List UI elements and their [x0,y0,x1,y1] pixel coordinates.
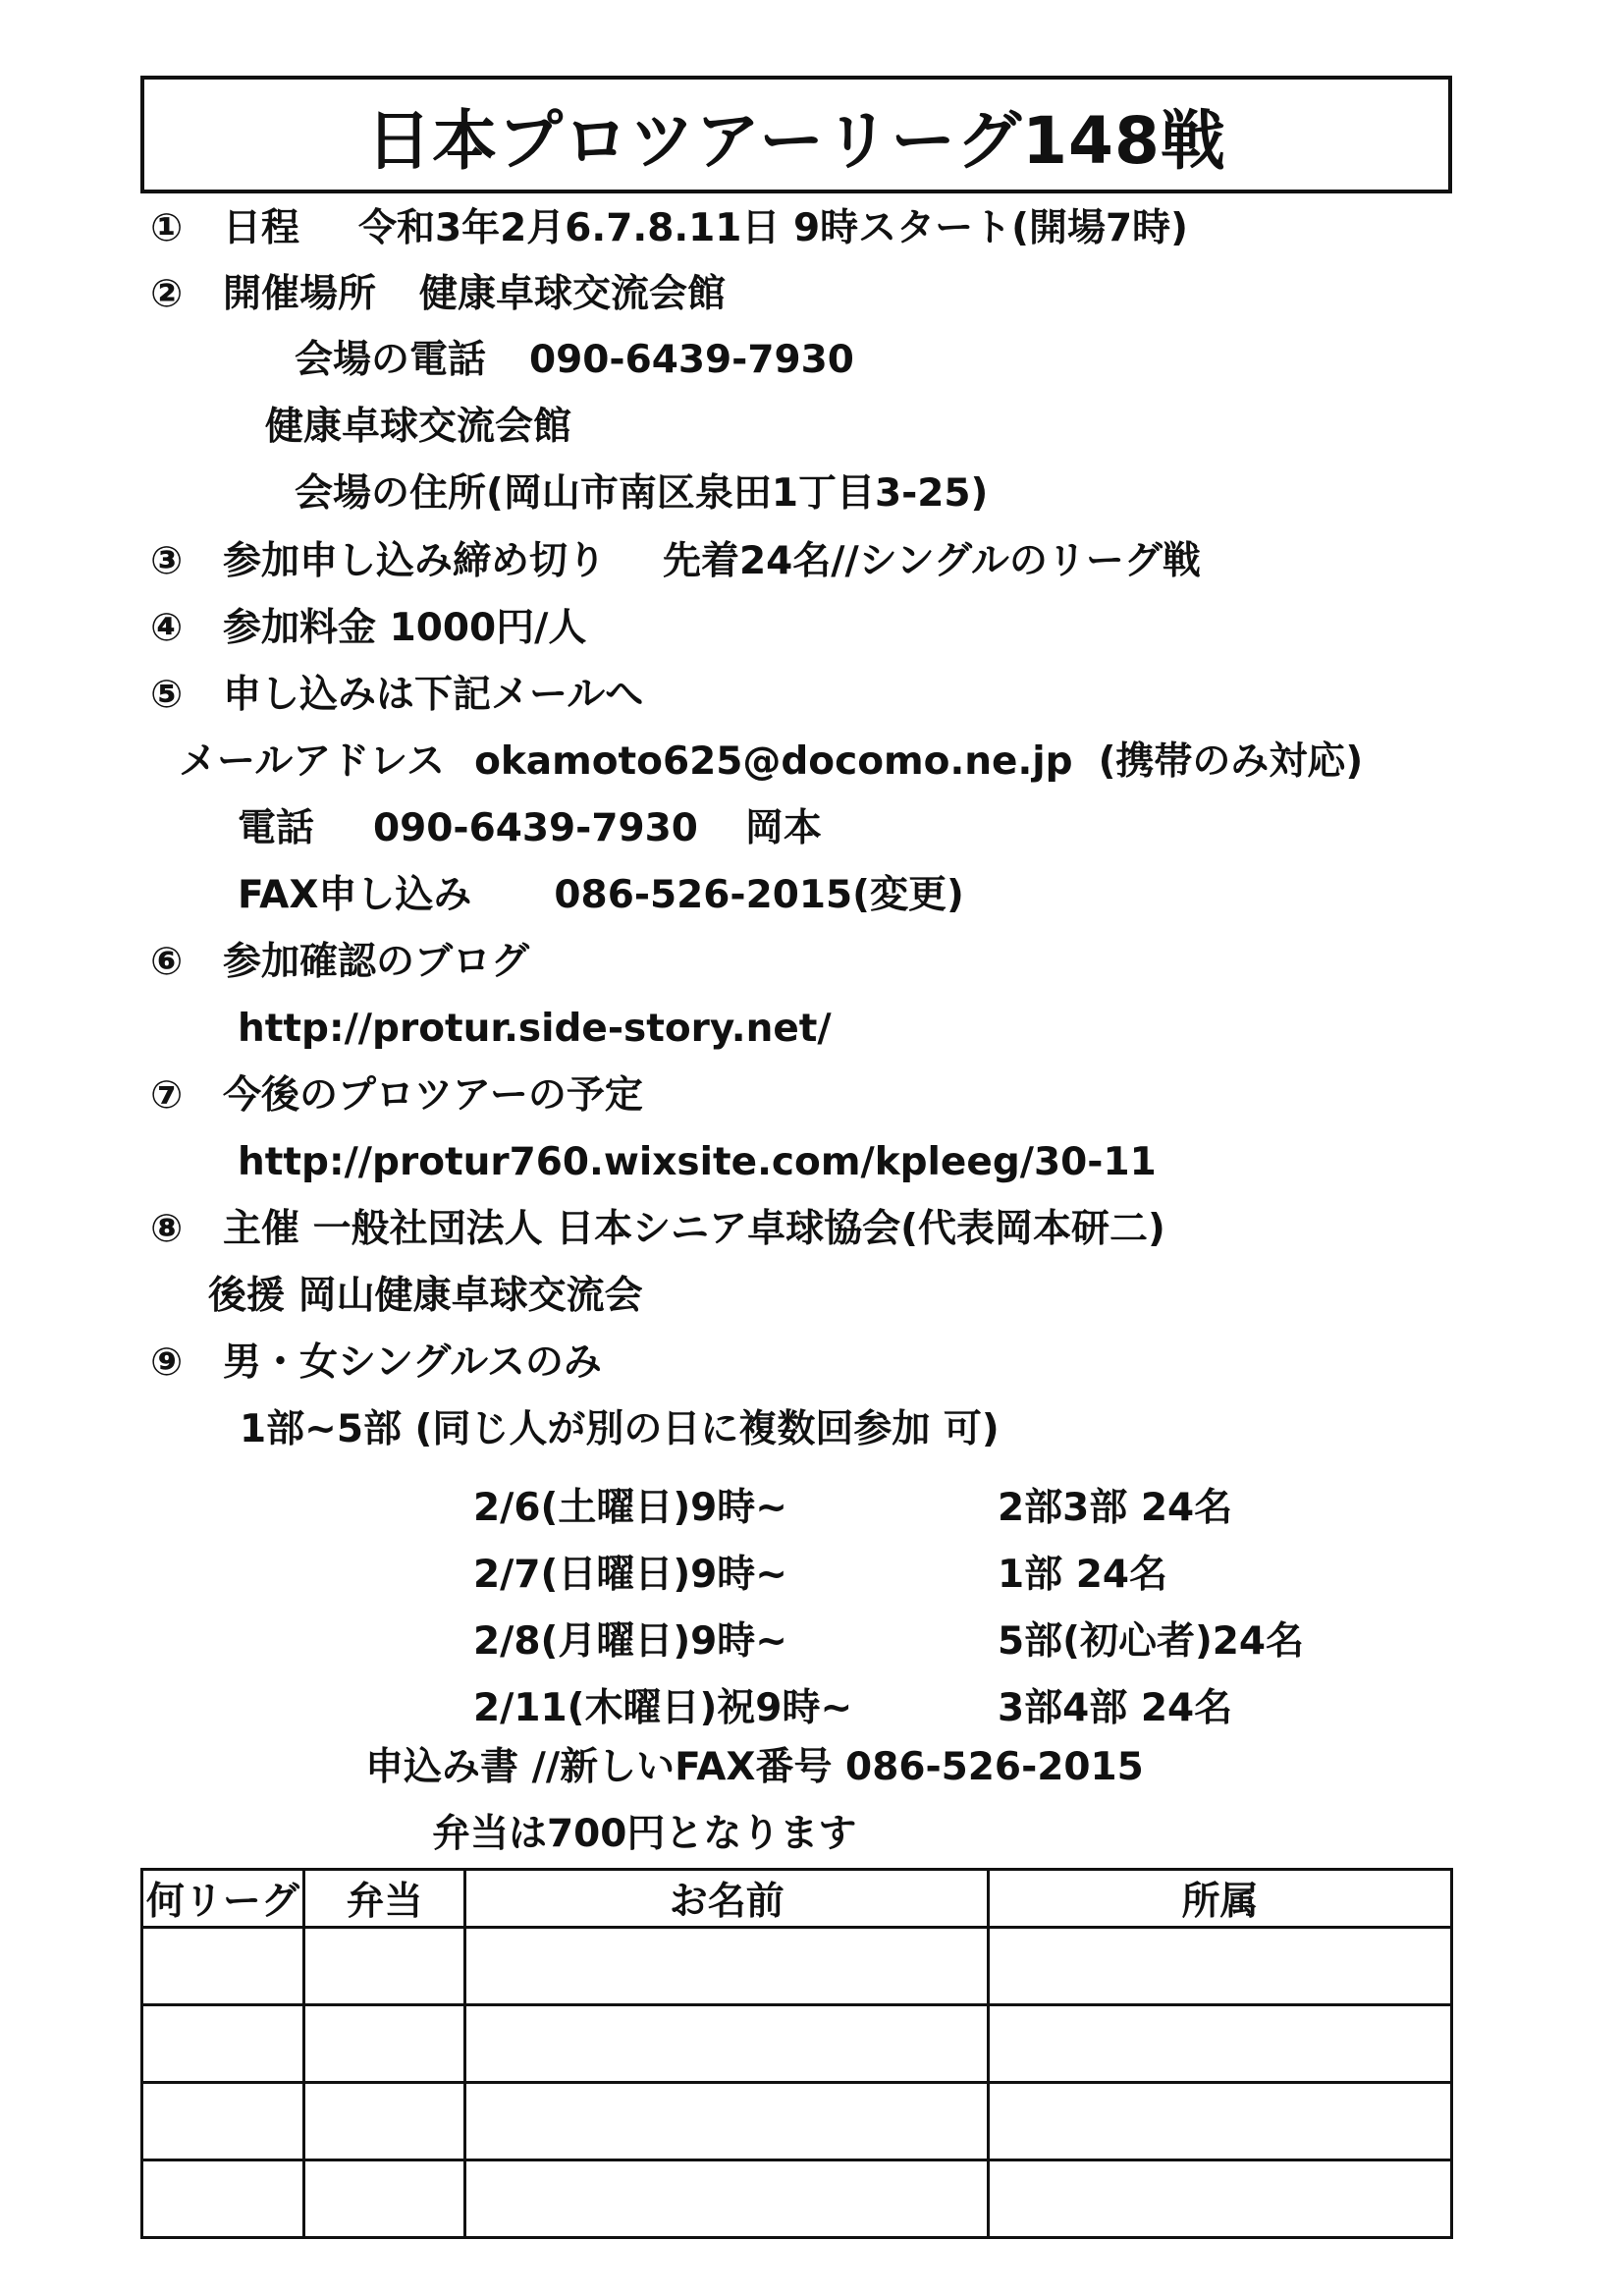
phone-line: 電話 090-6439-7930 岡本 [238,806,822,850]
schedule-info: 1部 24名 [998,1553,1167,1597]
entry-table [140,1868,1453,2239]
divisions-line: 1部~5部 (同じ人が別の日に複数回参加 可) [240,1407,1000,1451]
future-line: ⑦ 今後のプロツアーの予定 [150,1073,643,1118]
title-box [140,76,1452,193]
apply-line: ⑤ 申し込みは下記メールへ [150,673,644,717]
venue-phone-line: 会場の電話 090-6439-7930 [295,338,854,382]
cell-name[interactable] [465,2083,989,2160]
cell-league[interactable] [142,2160,304,2238]
schedule-date: 2/6(土曜日)9時~ [473,1486,787,1530]
cell-lunch[interactable] [303,1928,465,2005]
cell-lunch[interactable] [303,2083,465,2160]
cell-league[interactable] [142,2083,304,2160]
cell-name[interactable] [465,2160,989,2238]
singles-line: ⑨ 男・女シングルスのみ [150,1340,602,1385]
deadline-line: ③ 参加申し込み締め切り 先着24名//シングルのリーグ戦 [150,539,1201,583]
fax-line: FAX申し込み 086-526-2015(変更) [238,873,964,917]
col-affiliation: 所属 [989,1870,1452,1928]
table-row [142,2160,1452,2238]
cell-league[interactable] [142,2005,304,2083]
venue-address: 会場の住所(岡山市南区泉田1丁目3-25) [295,471,989,516]
cell-name[interactable] [465,2005,989,2083]
fee-line: ④ 参加料金 1000円/人 [150,606,587,650]
blog-url[interactable]: http://protur.side-story.net/ [238,1007,832,1051]
cell-lunch[interactable] [303,2160,465,2238]
form-note: 申込み書 //新しいFAX番号 086-526-2015 [365,1745,1144,1789]
email-link[interactable]: okamoto625@docomo.ne.jp [474,739,1073,784]
cell-name[interactable] [465,1928,989,2005]
schedule-date: 2/7(日曜日)9時~ [473,1553,787,1597]
table-row [142,1928,1452,2005]
cell-affiliation[interactable] [989,2005,1452,2083]
lunch-note: 弁当は700円となります [432,1812,857,1856]
future-url[interactable]: http://protur760.wixsite.com/kpleeg/30-11 [238,1140,1157,1184]
schedule-date: 2/8(月曜日)9時~ [473,1619,787,1664]
col-name: お名前 [465,1870,989,1928]
organizer-line: ⑧ 主催 一般社団法人 日本シニア卓球協会(代表岡本研二) [150,1207,1165,1251]
cell-affiliation[interactable] [989,2083,1452,2160]
sponsor-line: 後援 岡山健康卓球交流会 [208,1274,643,1318]
schedule-date: 2/11(木曜日)祝9時~ [473,1686,853,1730]
cell-affiliation[interactable] [989,2160,1452,2238]
schedule-info: 2部3部 24名 [998,1486,1233,1530]
venue-name: 健康卓球交流会館 [265,405,572,449]
blog-line: ⑥ 参加確認のブログ [150,940,530,984]
email-line: メールアドレス okamoto625@docomo.ne.jp (携帯のみ対応) [179,739,1364,784]
table-row [142,2005,1452,2083]
schedule-info: 5部(初心者)24名 [998,1619,1305,1664]
cell-lunch[interactable] [303,2005,465,2083]
cell-affiliation[interactable] [989,1928,1452,2005]
schedule-info: 3部4部 24名 [998,1686,1233,1730]
table-row [142,2083,1452,2160]
col-lunch: 弁当 [303,1870,465,1928]
cell-league[interactable] [142,1928,304,2005]
table-header-row [142,1870,1452,1928]
schedule-line: ① 日程 令和3年2月6.7.8.11日 9時スタート(開場7時) [150,206,1188,250]
col-league: 何リーグ [142,1870,304,1928]
page-title: 日本プロツアーリーグ148戦 [366,102,1226,179]
venue-line: ② 開催場所 健康卓球交流会館 [150,272,727,316]
